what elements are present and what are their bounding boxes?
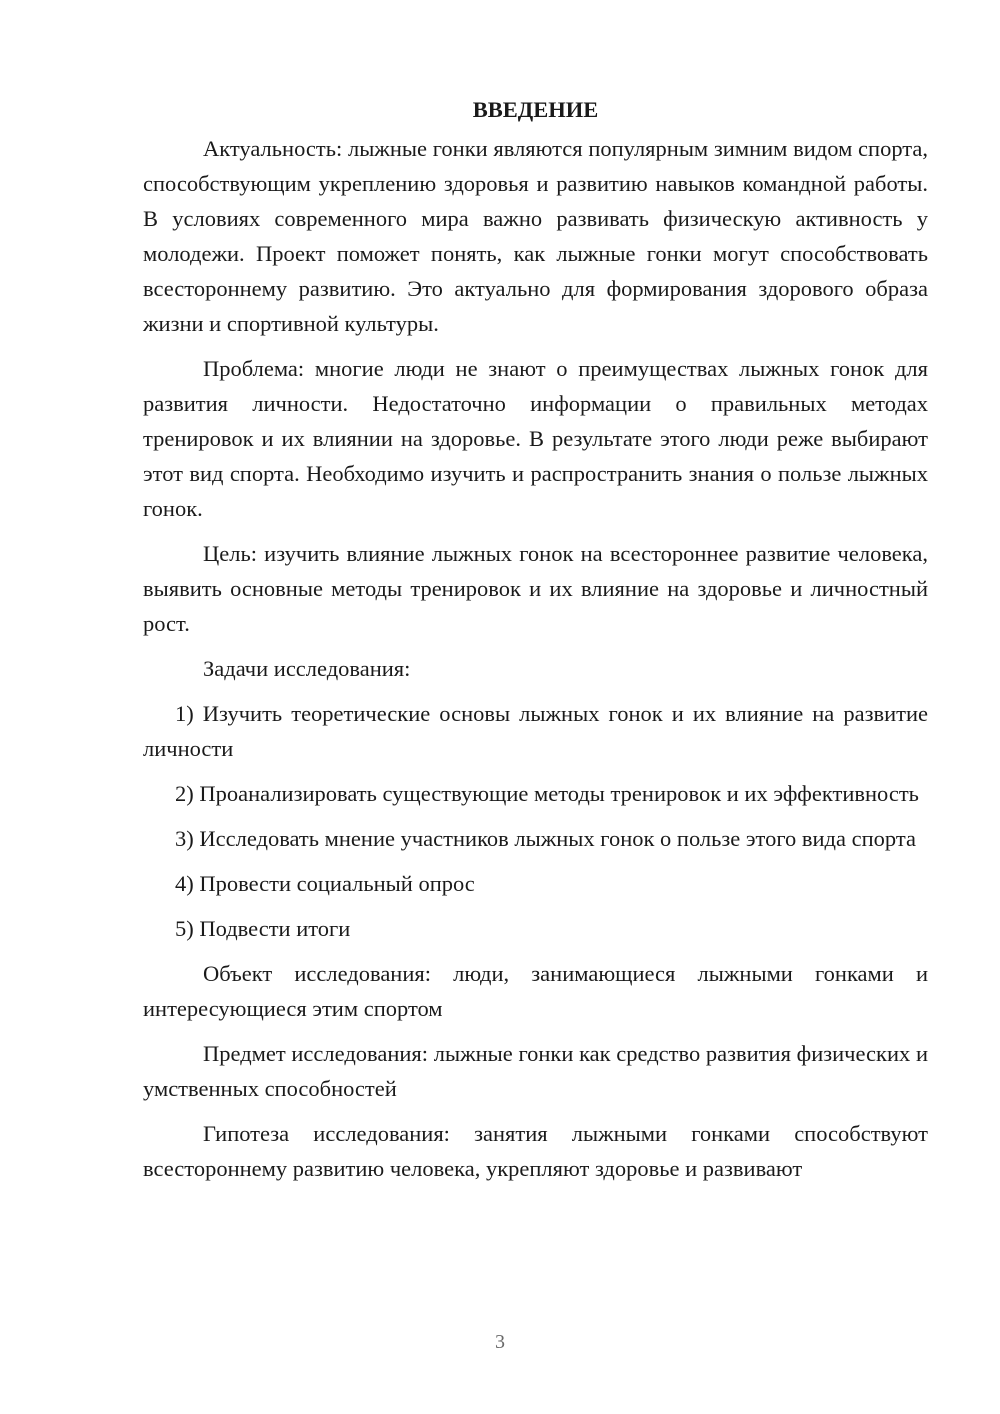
hypothesis-paragraph: Гипотеза исследования: занятия лыжными гонками способствуют всестороннему развитию человека, укрепляют здоровье и развивают: [143, 1121, 928, 1181]
page-number: 3: [495, 1331, 505, 1353]
task-item-1: 1) Изучить теоретические основы лыжных гонок и их влияние на развитие личности: [143, 701, 928, 761]
object-paragraph: Объект исследования: люди, занимающиеся лыжными гонками и интересующиеся этим спортом: [143, 961, 928, 1021]
task-item-2: 2) Проанализировать существующие методы тренировок и их эффективность: [175, 781, 919, 806]
relevance-paragraph: Актуальность: лыжные гонки являются популярным зимним видом спорта, способствующим укреплению здоровья и развитию навыков командной работы. В условиях современного мира важно развивать физическую активность у молодежи. Проект поможет понять, как лыжные гонки могут способствовать всестороннему развитию. Это актуально для формирования здорового образа жизни и спортивной культуры.: [143, 136, 928, 336]
task-item-3: 3) Исследовать мнение участников лыжных гонок о пользе этого вида спорта: [175, 826, 916, 851]
goal-paragraph: Цель: изучить влияние лыжных гонок на всестороннее развитие человека, выявить основные методы тренировок и их влияние на здоровье и личностный рост.: [143, 541, 928, 636]
tasks-heading: Задачи исследования:: [203, 656, 411, 681]
task-item-5: 5) Подвести итоги: [175, 916, 351, 941]
task-item-4: 4) Провести социальный опрос: [175, 871, 475, 896]
page-content: [143, 92, 928, 1196]
problem-paragraph: Проблема: многие люди не знают о преимуществах лыжных гонок для развития личности. Недостаточно информации о правильных методах тренировок и их влиянии на здоровье. В результате этого люди реже выбирают этот вид спорта. Необходимо изучить и распространить знания о пользе лыжных гонок.: [143, 356, 928, 521]
subject-paragraph: Предмет исследования: лыжные гонки как средство развития физических и умственных способностей: [143, 1041, 928, 1101]
section-title: ВВЕДЕНИЕ: [472, 97, 599, 122]
